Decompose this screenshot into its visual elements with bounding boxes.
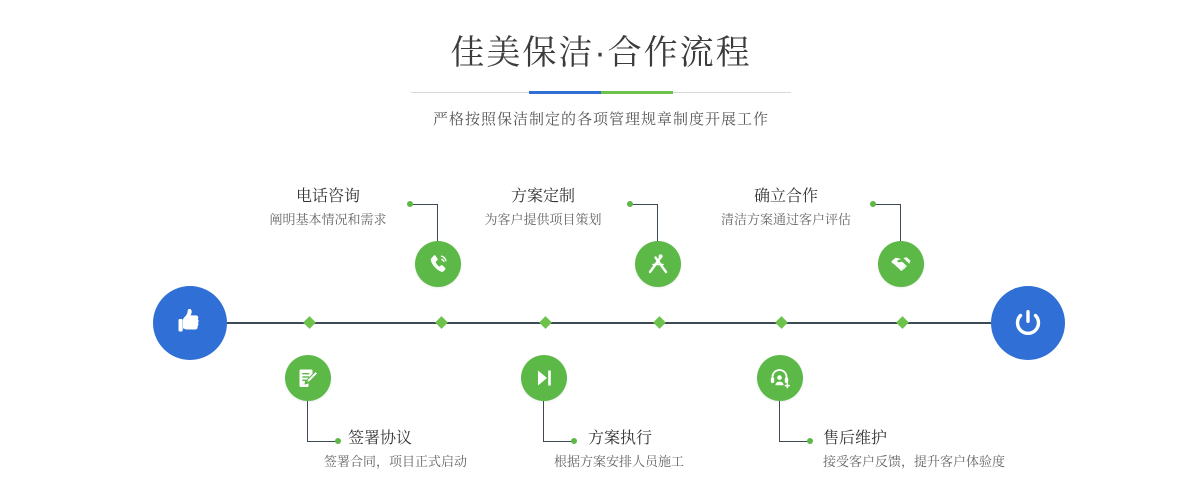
- connector-dot: [335, 438, 341, 444]
- page-subtitle: 严格按照保洁制定的各项管理规章制度开展工作: [432, 111, 769, 128]
- step-label-2: 签署协议 签署合同，项目正式启动: [324, 430, 468, 469]
- axis-node-marker: [896, 316, 909, 329]
- play-forward-icon: [531, 365, 557, 391]
- step-label-1: 电话咨询 阐明基本情况和需求: [269, 188, 387, 227]
- start-endpoint: [153, 286, 227, 360]
- step-icon-bubble-1: [415, 241, 461, 287]
- axis-node-marker: [435, 316, 448, 329]
- plan-design-icon: [645, 251, 671, 277]
- step-icon-bubble-4: [521, 355, 567, 401]
- connector-dot: [627, 201, 633, 207]
- connector-line: [307, 441, 337, 442]
- document-edit-icon: [295, 365, 321, 391]
- connector-line: [437, 204, 438, 241]
- connector-line: [411, 204, 438, 205]
- step-icon-bubble-2: [285, 355, 331, 401]
- phone-call-icon: [425, 251, 451, 277]
- page-title: 佳美保洁·合作流程: [450, 34, 752, 72]
- connector-dot: [571, 438, 577, 444]
- step-icon-bubble-3: [635, 241, 681, 287]
- connector-line: [543, 441, 573, 442]
- handshake-icon: [888, 251, 914, 277]
- connector-line: [657, 204, 658, 241]
- connector-dot: [870, 201, 876, 207]
- axis-node-marker: [303, 316, 316, 329]
- step-icon-bubble-5: [878, 241, 924, 287]
- title-divider: [411, 88, 791, 98]
- headset-support-icon: [767, 365, 793, 391]
- connector-dot: [407, 201, 413, 207]
- diagram-header: [0, 30, 1202, 129]
- thumbs-up-icon: [170, 303, 210, 343]
- step-icon-bubble-6: [757, 355, 803, 401]
- connector-line: [631, 204, 658, 205]
- divider-accent-green: [601, 91, 673, 94]
- step-label-4: 方案执行 根据方案安排人员施工: [554, 430, 685, 469]
- connector-line: [543, 401, 544, 441]
- divider-accent-blue: [529, 91, 601, 94]
- connector-line: [900, 204, 901, 241]
- end-endpoint: [991, 286, 1065, 360]
- axis-node-marker: [775, 316, 788, 329]
- connector-line: [779, 401, 780, 441]
- connector-line: [874, 204, 901, 205]
- connector-line: [779, 441, 809, 442]
- connector-line: [307, 401, 308, 441]
- power-icon: [1008, 303, 1048, 343]
- step-label-5: 确立合作 清洁方案通过客户评估: [720, 188, 851, 227]
- axis-node-marker: [653, 316, 666, 329]
- step-label-6: 售后维护 接受客户反馈，提升客户体验度: [823, 430, 1006, 469]
- axis-node-marker: [539, 316, 552, 329]
- connector-dot: [807, 438, 813, 444]
- step-label-3: 方案定制 为客户提供项目策划: [484, 188, 602, 227]
